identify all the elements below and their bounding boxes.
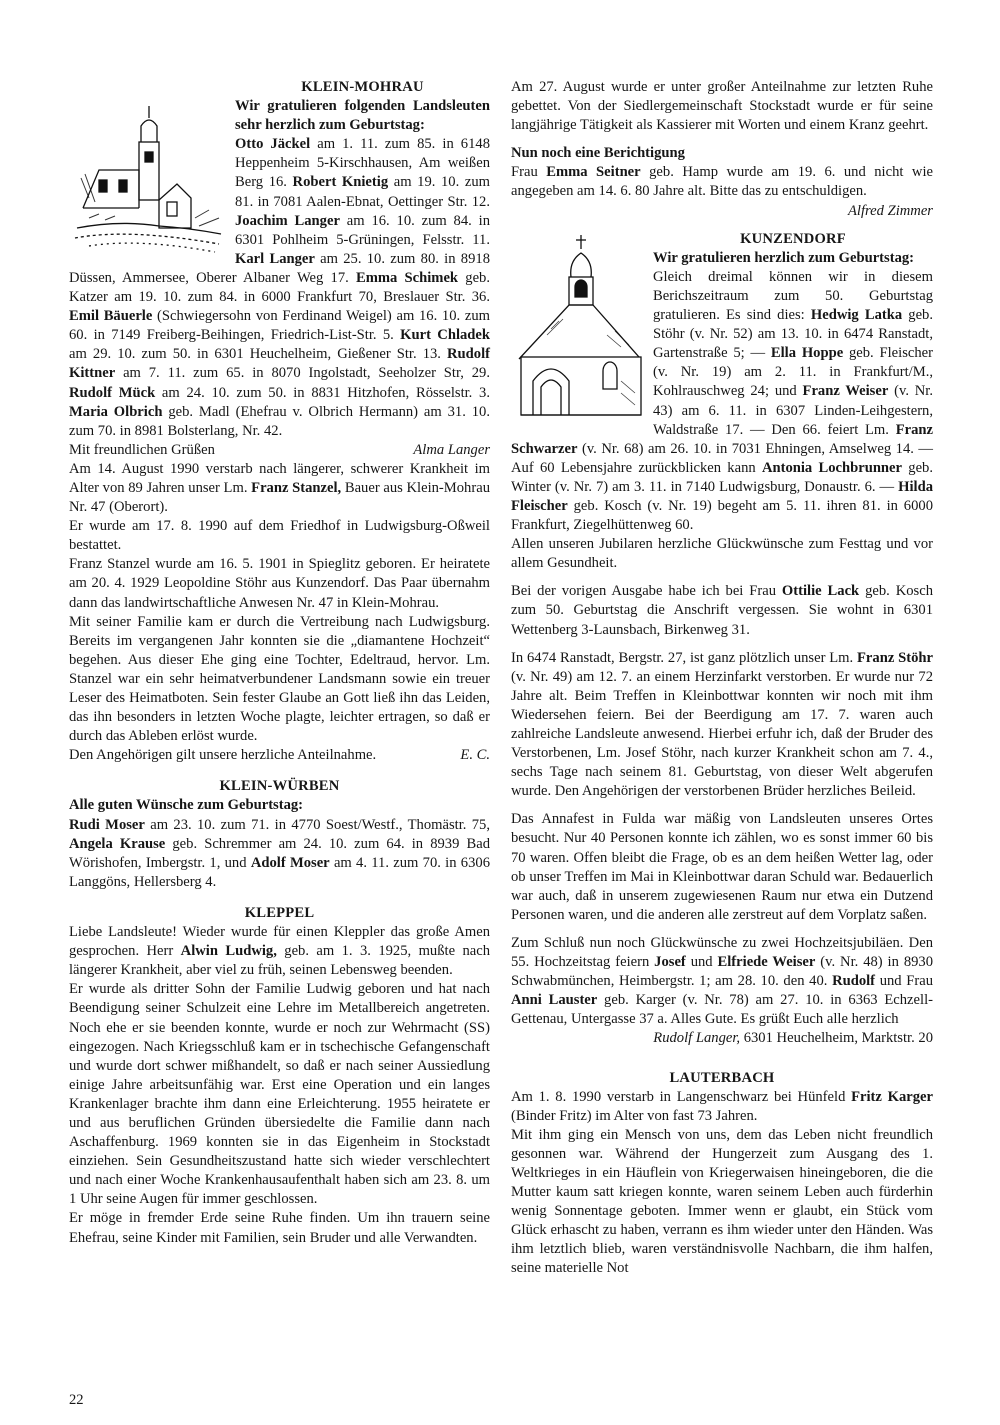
- text-run: (v. Nr. 49) am 12. 7. an einem Herzinfarkt verstorben. Er wurde nur 72 Jahre alt. Beim Treffen in Kleinbottwar konnten wir noch mit ihm Wiedersehen feiern. Bei der Beerdigung am 17. 7. waren auch zahlreiche Landsleute anwesend. Hierbei erfuhr ich, daß der Bruder des Verstorbenen, Lm. Josef Stöhr, nach kurzer Krankheit schon am 7. 4., sechs Tage nach seinem 81. Geburtstag, von dieser Welt abgerufen wurde. Den Angehörigen der verstorbenen Brüder herzliches Beileid.: [511, 668, 933, 800]
- text-run: am 16. 10. zum 84. in 6301 Pohlheim 5-Grüningen, Felsstr. 11.: [235, 212, 490, 248]
- text-run: (Binder Fritz) im Alter von fast 73 Jahren.: [511, 1107, 758, 1124]
- person-name: Joachim Langer: [235, 212, 340, 229]
- right-column: [511, 78, 933, 1279]
- correction-signature: Alfred Zimmer: [848, 202, 933, 219]
- text-run: (v. Nr. 48) in 8930 Schwabmünchen, Heimbergstr. 1; am 28. 10. den 40.: [511, 954, 934, 990]
- text-run: geb. Kosch (v. Nr. 19) begeht am 5. 11. ihren 81. in 6000 Frankfurt, Ziegelhüttenweg 60.: [511, 497, 933, 534]
- text-run: Zum Schluß nun noch Glückwünsche zu zwei Hochzeitsjubiläen. Den 55. Hochzeitstag feiern: [511, 934, 933, 971]
- text-run: Am 14. August 1990 verstarb nach längerer, schwerer Krankheit im Alter von 89 Jahren unser Lm.: [69, 460, 490, 496]
- text-run: am 4. 11. zum 70. in 6306 Langgöns, Hellersberg 4.: [69, 854, 490, 890]
- text-run: geb. Fleischer (v. Nr. 19) am 2. 11. in Frankfurt/M., Kohlrauschweg 24; und: [653, 345, 933, 400]
- kleppel-p3: Er möge in fremder Erde seine Ruhe finden. Um ihn trauern seine Ehefrau, seine Kinder mit Familien, sein Bruder und alle Verwandten.: [69, 1210, 490, 1246]
- text-run: (v. Nr. 43) am 6. 11. in 6307 Linden-Leihgestern, Waldstraße 17. — Den 66. feiert Lm.: [653, 383, 934, 438]
- signature-name: Rudolf Langer,: [653, 1030, 741, 1047]
- text-run: Frau: [511, 164, 547, 181]
- text-run: am 19. 10. zum 81. in 7081 Aalen-Ebnat, Oettinger Str. 12.: [235, 174, 490, 210]
- kleppel-p1: [69, 923, 490, 980]
- person-name: Josef: [654, 954, 686, 971]
- person-name: Emil Bäuerle: [69, 308, 153, 325]
- kunzendorf-anniversaries: [511, 934, 933, 1029]
- greeting-text: Mit freundlichen Grüßen: [69, 441, 215, 458]
- lauterbach-p2: Mit ihm ging ein Mensch von uns, dem das Leben nicht freundlich gesonnen war. Während der Hungerzeit zum Ausgang des 1. Weltkrieges in ein Häuflein von Kriegerwaisen hineingeboren, die die Mutter kaum satt kriegen konnte, waren seinem Leben auch fürderhin wenig Sonnentage geboten. Immer wenn er glaubt, ein Stück vom Glück erhascht zu haben, verrann es ihm wieder unter den Händen. Was ihm letztlich blieb, waren verständnisvolle Nachbarn, die ihm halfen, seine materielle Not: [511, 1126, 933, 1277]
- text-run: am 1. 11. zum 85. in 6148 Heppenheim 5-Kirschhausen, Am weißen Berg 16.: [235, 136, 490, 191]
- correction-text: [511, 163, 933, 201]
- kunzendorf-wishes: Allen unseren Jubilaren herzliche Glückwünsche zum Festtag und vor allem Gesundheit.: [511, 536, 933, 572]
- person-name: Franz Stöhr: [857, 649, 933, 666]
- text-run: Am 1. 8. 1990 verstarb in Langenschwarz bei Hünfeld: [511, 1088, 852, 1105]
- text-run: am 29. 10. zum 50. in 6301 Heuchelheim, Gießener Str. 13.: [69, 346, 448, 363]
- correction-heading: Nun noch eine Berichtigung: [511, 145, 685, 162]
- section-heading-lauterbach: LAUTERBACH: [669, 1069, 775, 1086]
- klein-wuerben-intro: Alle guten Wünsche zum Geburtstag:: [69, 797, 304, 814]
- text-run: geb. am 1. 3. 1925, mußte nach längerer Krankheit, aber viel zu früh, seinen Lebensweg beenden.: [69, 943, 490, 979]
- kleppel-p2: Er wurde als dritter Sohn der Familie Ludwig geboren und hat nach Beendigung seiner Schulzeit eine Lehre im Metallbereich angetreten. Noch ehe er sie beenden konnte, wurde er noch zur Wehrmacht (SS) eingezogen. Nach Kriegsschluß kam er in tschechische Gefangenschaft und wurde dort schwer mißhandelt, so daß er nach seiner Aussiedlung einige Jahre arbeitsunfähig war. Erst eine Operation und ein langes Krankenlager brachte ihm dann eine Erleichterung. 1955 heiratete er und aus beruflichen Gründen übersiedelte die Familie dann nach Aschaffenburg. 1969 konnten sie in das Eigenheim in Stockstadt einziehen. Sein Gesundheitszustand hatte sich wieder verschlechtert und nach einer Woche Krankenhausaufenthalt haben sich am 23. 8. um 1 Uhr seine Augen für immer geschlossen.: [69, 981, 490, 1208]
- text-run: am 24. 10. zum 50. in 8831 Hitzhofen, Rösselstr. 3.: [155, 384, 490, 401]
- text-run: geb. Stöhr (v. Nr. 52) am 13. 10. in 6474 Ranstadt, Gartenstraße 5; —: [653, 307, 934, 362]
- church-illustration-klein-mohrau: [69, 78, 229, 254]
- kunzendorf-signature: [511, 1029, 933, 1048]
- text-run: geb. Winter (v. Nr. 7) am 3. 11. in 7140 Ludwigsburg, Donaustr. 6. —: [511, 459, 933, 495]
- text-run: geb. Schremmer am 24. 10. zum 64. in 8939 Bad Wörishofen, Imbergstr. 1, und: [69, 835, 490, 871]
- left-column: [69, 78, 490, 1248]
- person-name: Ottilie Lack: [781, 583, 860, 600]
- person-name: Otto Jäckel: [235, 136, 311, 153]
- text-run: am 7. 11. zum 65. in 8070 Ingolstadt, Seeholzer Str, 29.: [115, 365, 490, 382]
- text-run: und: [685, 954, 718, 971]
- page-number: 22: [69, 1392, 84, 1408]
- text-run: In 6474 Ranstadt, Bergstr. 27, ist ganz plötzlich unser Lm.: [511, 649, 858, 666]
- person-name: Ella Hoppe: [770, 345, 844, 362]
- klein-mohrau-greeting: [69, 441, 490, 460]
- section-heading-klein-wuerben: KLEIN-WÜRBEN: [219, 778, 340, 795]
- person-name: Emma Seitner: [546, 164, 641, 181]
- person-name: Kurt Chladek: [400, 327, 491, 344]
- text-run: geb. Katzer am 19. 10. zum 84. in 6000 Frankfurt 70, Breslauer Str. 36.: [69, 269, 490, 306]
- person-name: Rudolf: [832, 973, 876, 990]
- person-name: Rudolf Kittner: [69, 346, 490, 382]
- person-name: Elfriede Weiser: [717, 954, 816, 971]
- signature-address: 6301 Heuchelheim, Marktstr. 20: [740, 1030, 933, 1047]
- greeting-signature: Alma Langer: [413, 441, 490, 458]
- klein-wuerben-birthdays: [69, 816, 490, 892]
- text-run: Gleich dreimal können wir in diesem Berichszeitraum zum 50. Geburtstag gratulieren. Es sind dies:: [653, 268, 933, 324]
- person-name: Adolf Moser: [250, 854, 330, 871]
- section-heading-kleppel: KLEPPEL: [244, 904, 315, 921]
- kunzendorf-intro: Wir gratulieren herzlich zum Geburtstag:: [653, 249, 915, 266]
- text-run: (Schwiegersohn von Ferdinand Weigel) am 16. 10. zum 60. in 7149 Freiberg-Beihingen, Friedrich-List-Str. 5.: [69, 308, 490, 344]
- kunzendorf-obituary-stoehr: [511, 649, 933, 802]
- person-name: Franz Schwarzer: [511, 421, 933, 457]
- kunzendorf-annafest: Das Annafest in Fulda war mäßig von Landsleuten unseres Ortes besucht. Nur 40 Personen konnte ich zählen, wo es sonst immer 60 bis 70 waren. Offen bleibt die Frage, ob es an dem heißen Wetter lag, oder ob unser Treffen im Mai in Kleinbottwar daran Schuld war. Bedauerlich war auch, daß in unserem zugewiesenen Raum nur etwa ein Dutzend Personen waren, und die anderen alle zerstreut auf dem Vorplatz saßen.: [511, 811, 933, 923]
- person-name: Anni Lauster: [511, 992, 598, 1009]
- obituary-stanzel-burial: Er wurde am 17. 8. 1990 auf dem Friedhof in Ludwigsburg-Oßweil bestattet.: [69, 518, 490, 554]
- klein-mohrau-intro: Wir gratulieren folgenden Landsleuten sehr herzlich zum Geburtstag:: [235, 98, 490, 134]
- text-run: Bei der vorigen Ausgabe habe ich bei Frau: [511, 583, 782, 600]
- text-run: geb. Hamp wurde am 19. 6. und nicht wie angegeben am 14. 6. 80 Jahre alt. Bitte das zu entschuldigen.: [511, 164, 933, 200]
- obituary-stanzel-condolence: [69, 746, 490, 765]
- kleppel-continuation: Am 27. August wurde er unter großer Anteilnahme zur letzten Ruhe gebettet. Von der Siedlergemeinschaft Stockstadt wurde er für seine langjährige Tätigkeit als Kassierer mit Worten und einem Kranz geehrt.: [511, 79, 933, 134]
- text-run: Liebe Landsleute! Wieder wurde für einen Kleppler das große Amen gesprochen. Herr: [69, 924, 490, 960]
- person-name: Hilda Fleischer: [511, 478, 933, 514]
- person-name: Antonia Lochbrunner: [761, 459, 903, 476]
- text-run: am 23. 10. zum 71. in 4770 Soest/Westf., Thomästr. 75,: [144, 816, 491, 833]
- person-name: Franz Stanzel,: [251, 479, 342, 496]
- person-name: Franz Weiser: [802, 383, 889, 400]
- text-run: Bauer aus Klein-Mohrau Nr. 47 (Oberort).: [69, 479, 490, 516]
- text-run: geb. Karger (v. Nr. 78) am 27. 10. in 6363 Echzell-Gettenau, Untergasse 37 a. Alles Gute. Es grüßt Euch alle herzlich: [511, 992, 933, 1028]
- kunzendorf-address-note: [511, 582, 933, 639]
- person-name: Rudolf Mück: [69, 384, 156, 401]
- text-run: geb. Madl (Ehefrau v. Olbrich Hermann) am 31. 10. zum 70. in 8981 Bolsterlang, Nr. 42.: [69, 403, 490, 439]
- lauterbach-p1: [511, 1088, 933, 1126]
- section-heading-kunzendorf: KUNZENDORF: [740, 230, 846, 247]
- text-run: (v. Nr. 68) am 26. 10. in 7031 Ehningen, Amselweg 14. — Auf 60 Lebensjahre zurückblicken kann: [511, 440, 933, 476]
- obituary-stanzel-intro: [69, 460, 490, 517]
- condolence-text: Den Angehörigen gilt unsere herzliche Anteilnahme.: [69, 747, 377, 764]
- person-name: Hedwig Latka: [810, 307, 903, 324]
- person-name: Fritz Karger: [851, 1088, 933, 1105]
- person-name: Emma Schimek: [355, 269, 459, 286]
- person-name: Robert Knietig: [292, 174, 389, 191]
- person-name: Maria Olbrich: [69, 403, 163, 420]
- text-run: am 25. 10. zum 80. in 8918 Düssen, Ammersee, Oberer Albaner Weg 17.: [69, 250, 490, 286]
- church-illustration-kunzendorf: [511, 231, 647, 421]
- section-heading-klein-mohrau: KLEIN-MOHRAU: [301, 79, 424, 95]
- text-run: geb. Kosch zum 50. Geburtstag die Anschrift vergessen. Sie wohnt in 6301 Wettenberg 3-Launsbach, Birkenweg 31.: [511, 583, 933, 638]
- text-run: und Frau: [875, 973, 933, 990]
- obituary-stanzel-life: Franz Stanzel wurde am 16. 5. 1901 in Spieglitz geboren. Er heiratete am 20. 4. 1929 Leopoldine Stöhr aus Kunzendorf. Das Paar übernahm dann das landwirtschaftliche Anwesen Nr. 47 in Klein-Mohrau.: [69, 556, 490, 611]
- person-name: Rudi Moser: [69, 816, 145, 833]
- condolence-signature: E. C.: [460, 747, 490, 764]
- person-name: Alwin Ludwig,: [180, 943, 277, 960]
- person-name: Karl Langer: [235, 250, 315, 267]
- person-name: Angela Krause: [69, 835, 166, 852]
- obituary-stanzel-family: Mit seiner Familie kam er durch die Vertreibung nach Ludwigsburg. Bereits im vergangenen Jahr konnten sie die „diamantene Hochzeit“ begehen. Aus dieser Ehe ging eine Tochter, Edeltraud, hervor. Lm. Stanzel war ein sehr heimatverbundener Landsmann sowie ein treuer Leser des Heimatboten. Sein fester Glaube an Gott ließ ihn das Leiden, das ihn besonders in letzten Woche plagte, leichter ertragen, so daß er durch das Ableben erlöst wurde.: [69, 613, 490, 745]
